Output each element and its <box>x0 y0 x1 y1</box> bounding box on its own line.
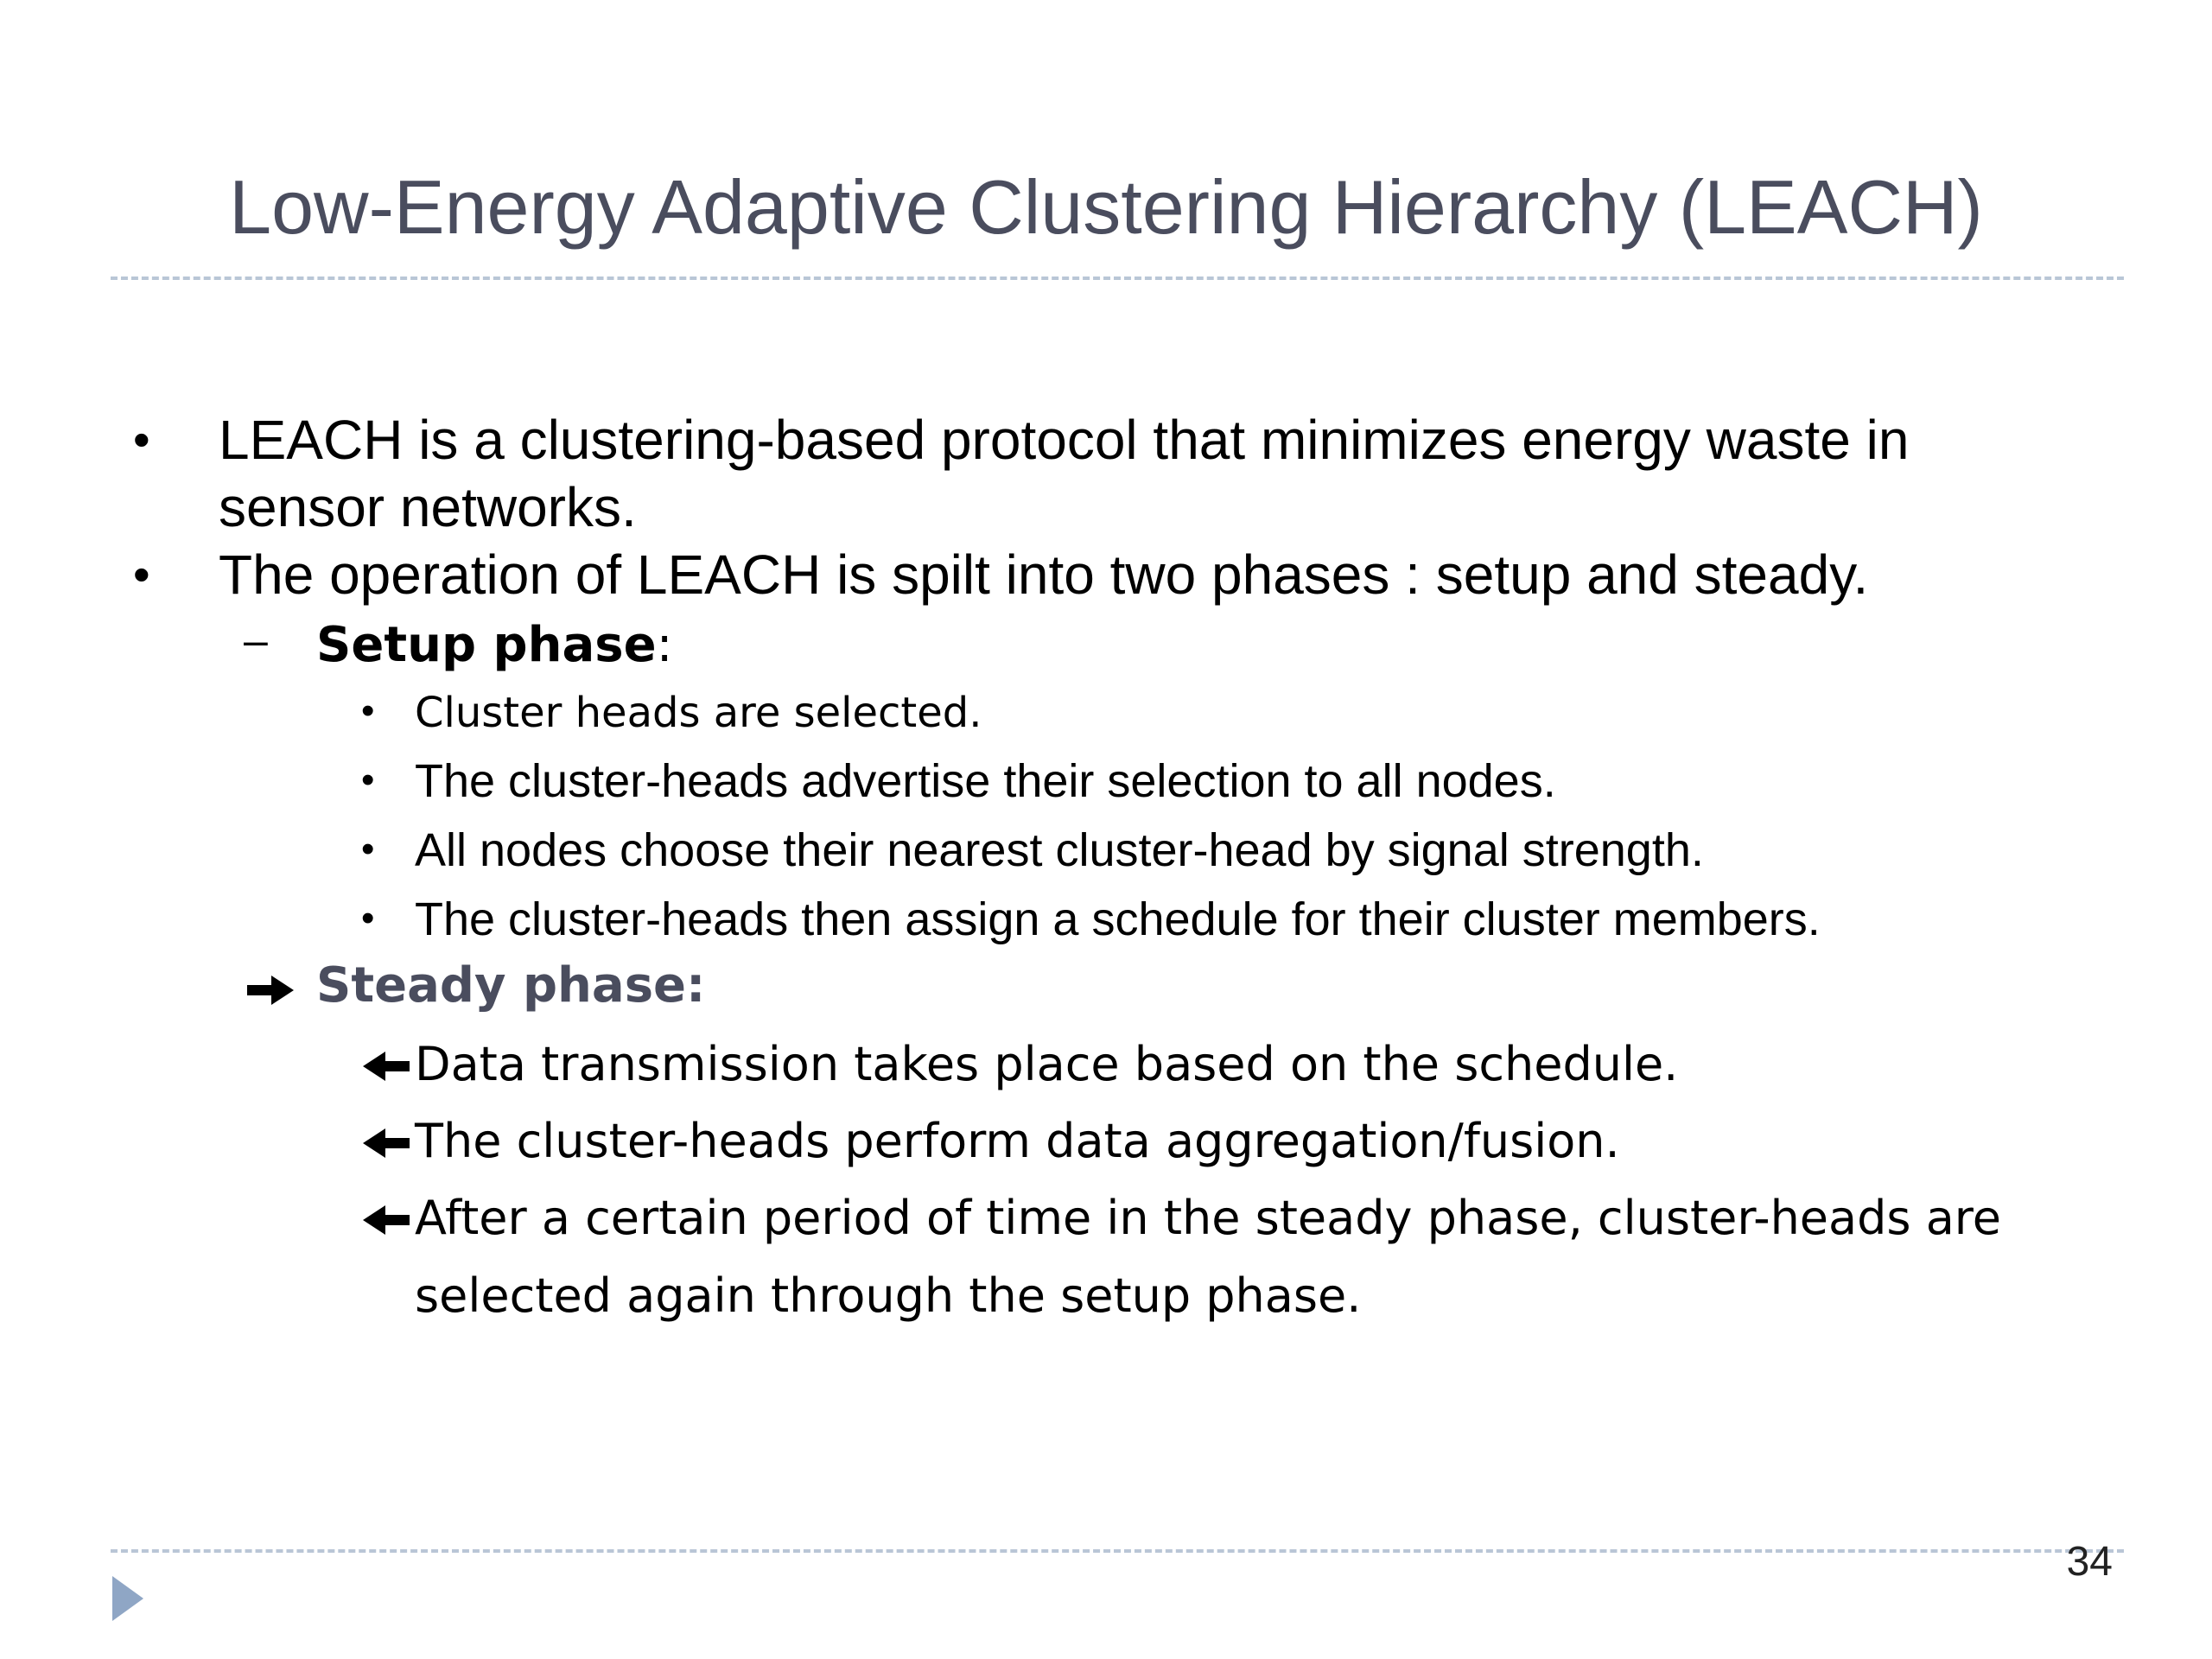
bullet-dot-icon: • <box>133 547 150 601</box>
steady-item-1: Data transmission takes place based on the schedule. <box>415 1037 1679 1091</box>
setup-item-4: The cluster-heads then assign a schedule for their cluster members. <box>415 893 1821 945</box>
dash-icon: – <box>244 616 268 664</box>
bullet-2-line-1: The operation of LEACH is spilt into two phases : setup and steady. <box>219 543 1869 606</box>
steady-item-2: The cluster-heads perform data aggregation/fusion. <box>415 1114 1620 1168</box>
setup-phase-label: Setup phase <box>316 617 657 673</box>
bullet-dot-icon: • <box>361 759 375 801</box>
bullet-dot-icon: • <box>361 897 375 939</box>
bullet-dot-icon: • <box>361 828 375 870</box>
arrow-right-icon <box>245 973 296 1007</box>
bullet-dot-icon: • <box>361 690 375 732</box>
bullet-dot-icon: • <box>133 412 150 467</box>
setup-item-3: All nodes choose their nearest cluster-head by signal strength. <box>415 824 1704 876</box>
arrow-left-icon <box>361 1049 411 1084</box>
setup-item-1: Cluster heads are selected. <box>415 689 982 737</box>
bullet-1-line-2: sensor networks. <box>219 476 637 538</box>
steady-item-3-line-2: selected again through the setup phase. <box>415 1268 1362 1323</box>
setup-item-2: The cluster-heads advertise their selection to all nodes. <box>415 755 1556 807</box>
arrow-left-icon <box>361 1203 411 1237</box>
arrow-left-icon <box>361 1126 411 1160</box>
bullet-1-line-1: LEACH is a clustering-based protocol that minimizes energy waste in <box>219 409 1910 471</box>
steady-item-3-line-1: After a certain period of time in the steady phase, cluster-heads are <box>415 1191 2002 1245</box>
footer-divider <box>111 1549 2124 1553</box>
page-number: 34 <box>2066 1539 2113 1585</box>
setup-phase-colon: : <box>656 617 673 673</box>
play-triangle-icon <box>111 1574 145 1623</box>
steady-phase-heading: Steady phase: <box>316 957 706 1014</box>
slide-title: Low-Energy Adaptive Clustering Hierarchy (LEACH) <box>229 164 1983 250</box>
setup-phase-heading <box>316 617 672 673</box>
